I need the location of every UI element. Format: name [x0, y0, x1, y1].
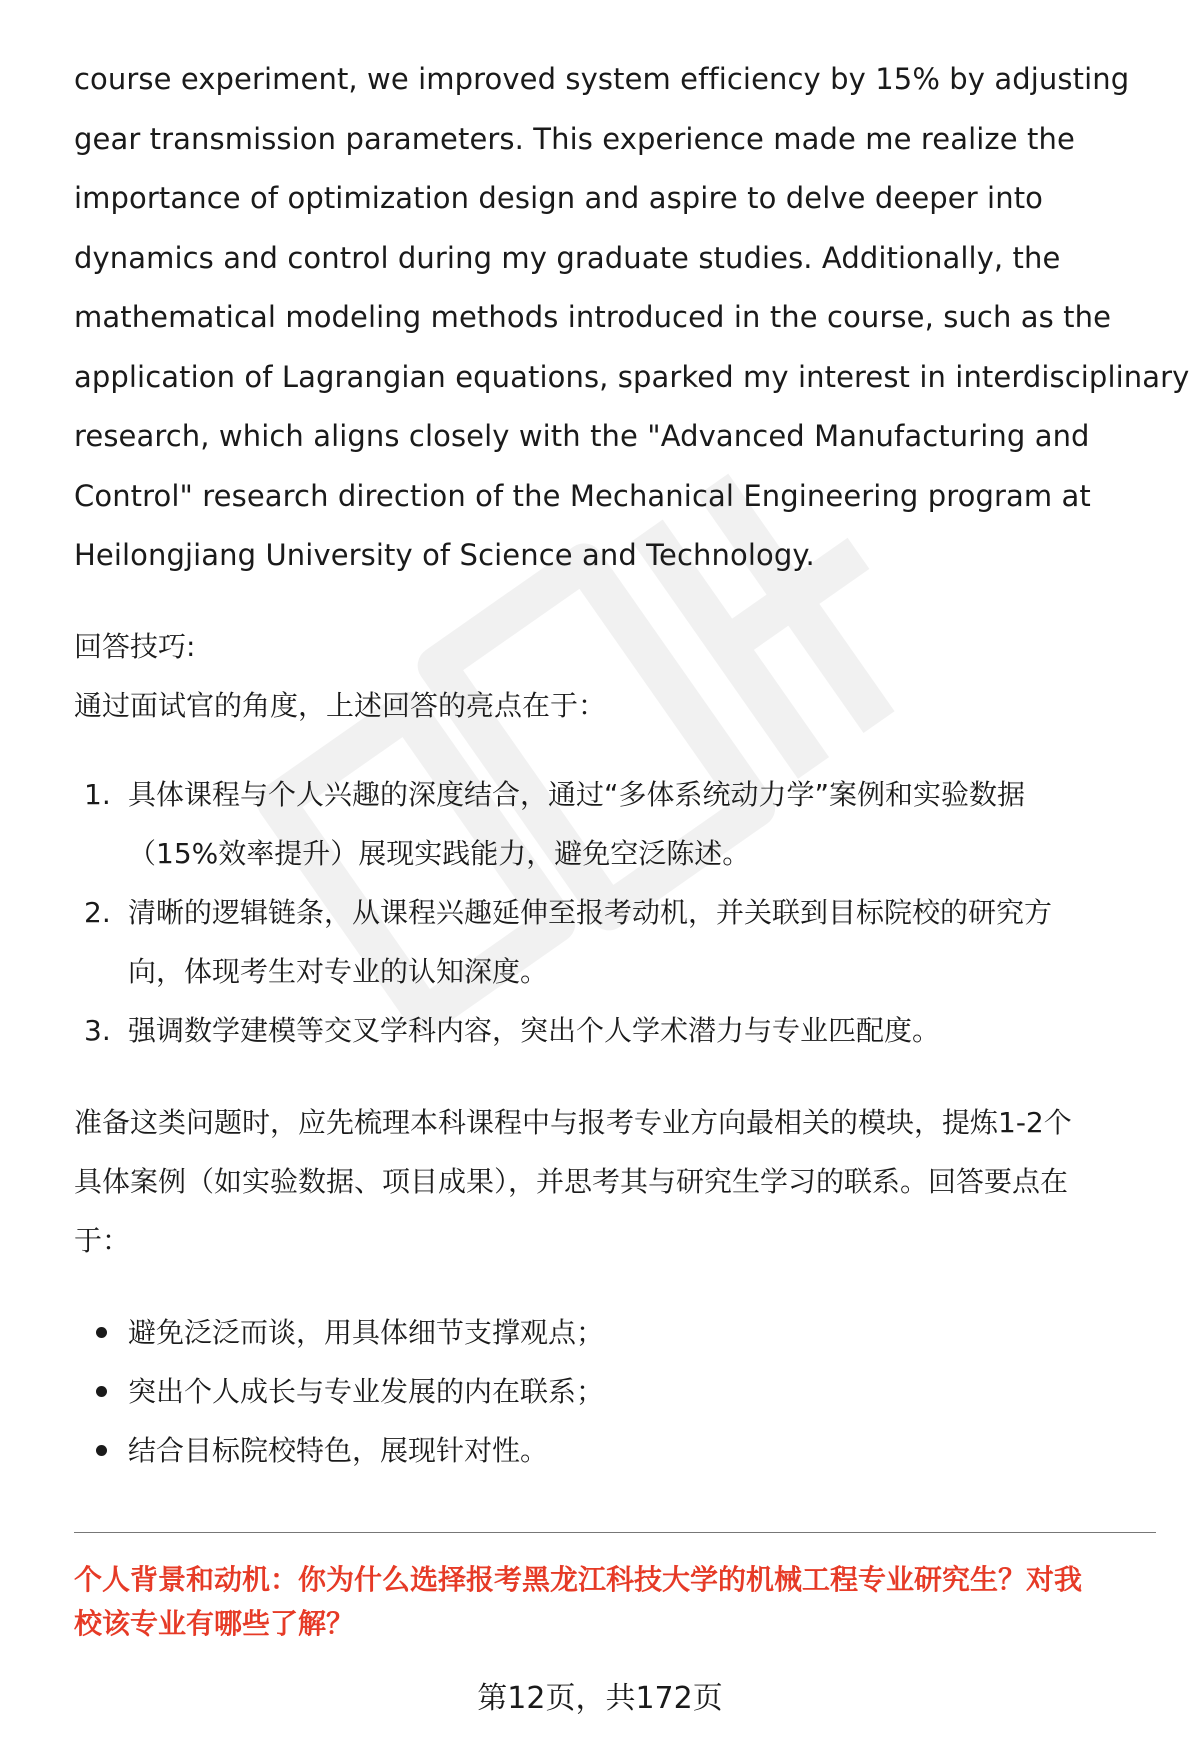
bullet-dot-icon: [96, 1445, 107, 1456]
tips-label: 回答技巧:: [74, 630, 196, 663]
paragraph-line: course experiment, we improved system efficiency by 15% by adjusting: [74, 62, 1130, 96]
bullet-dot-icon: [96, 1327, 107, 1338]
paragraph-line: 具体案例（如实验数据、项目成果），并思考其与研究生学习的联系。回答要点在: [74, 1165, 1069, 1198]
page-number: 第12页，共172页: [477, 1681, 723, 1716]
paragraph-line: Heilongjiang University of Science and Technology.: [74, 538, 815, 572]
list-number: 3.: [84, 1014, 111, 1047]
list-item-line: 强调数学建模等交叉学科内容，突出个人学术潜力与专业匹配度。: [128, 1014, 941, 1047]
preparation-paragraph: [74, 1093, 1164, 1270]
paragraph-line: Control" research direction of the Mechanical Engineering program at: [74, 478, 1091, 513]
english-answer-paragraph: [74, 50, 1190, 586]
paragraph-line: mathematical modeling methods introduced in the course, such as the: [74, 300, 1112, 334]
bullet-dot-icon: [96, 1386, 107, 1397]
list-item: [80, 883, 1170, 1001]
section-divider: [74, 1532, 1156, 1533]
paragraph-line: gear transmission parameters. This experience made me realize the: [74, 121, 1075, 156]
list-item-line: （15%效率提升）展现实践能力，避免空泛陈述。: [128, 837, 751, 870]
bullet-item: [96, 1303, 604, 1362]
next-question-heading: [74, 1558, 1164, 1646]
paragraph-line: importance of optimization design and aspire to delve deeper into: [74, 181, 1044, 215]
list-item: [80, 765, 1170, 883]
list-item: [80, 1001, 1170, 1060]
paragraph-line: 准备这类问题时，应先梳理本科课程中与报考专业方向最相关的模块，提炼1-2个: [74, 1106, 1072, 1139]
highlights-list: [80, 765, 1170, 1060]
paragraph-line: application of Lagrangian equations, sparked my interest in interdisciplinary: [74, 359, 1190, 394]
bullet-text: 避免泛泛而谈，用具体细节支撑观点；: [128, 1316, 605, 1349]
tips-intro: 通过面试官的角度，上述回答的亮点在于：: [74, 689, 607, 722]
question-line: 校该专业有哪些了解？: [74, 1607, 355, 1640]
bullet-text: 结合目标院校特色，展现针对性。: [128, 1434, 549, 1467]
bullet-text: 突出个人成长与专业发展的内在联系；: [128, 1375, 605, 1408]
list-item-line: 具体课程与个人兴趣的深度结合，通过“多体系统动力学”案例和实验数据: [128, 778, 1026, 811]
paragraph-line: 于：: [74, 1224, 131, 1257]
paragraph-line: research, which aligns closely with the "Advanced Manufacturing and: [74, 419, 1090, 453]
list-item-line: 清晰的逻辑链条，从课程兴趣延伸至报考动机，并关联到目标院校的研究方: [128, 896, 1053, 929]
list-number: 2.: [84, 896, 111, 929]
paragraph-line: dynamics and control during my graduate studies. Additionally, the: [74, 240, 1061, 275]
question-line: 个人背景和动机：你为什么选择报考黑龙江科技大学的机械工程专业研究生？对我: [74, 1563, 1083, 1596]
list-number: 1.: [84, 778, 111, 811]
bullet-item: [96, 1421, 604, 1480]
list-item-line: 向，体现考生对专业的认知深度。: [128, 955, 549, 988]
key-points-list: [96, 1303, 604, 1480]
bullet-item: [96, 1362, 604, 1421]
